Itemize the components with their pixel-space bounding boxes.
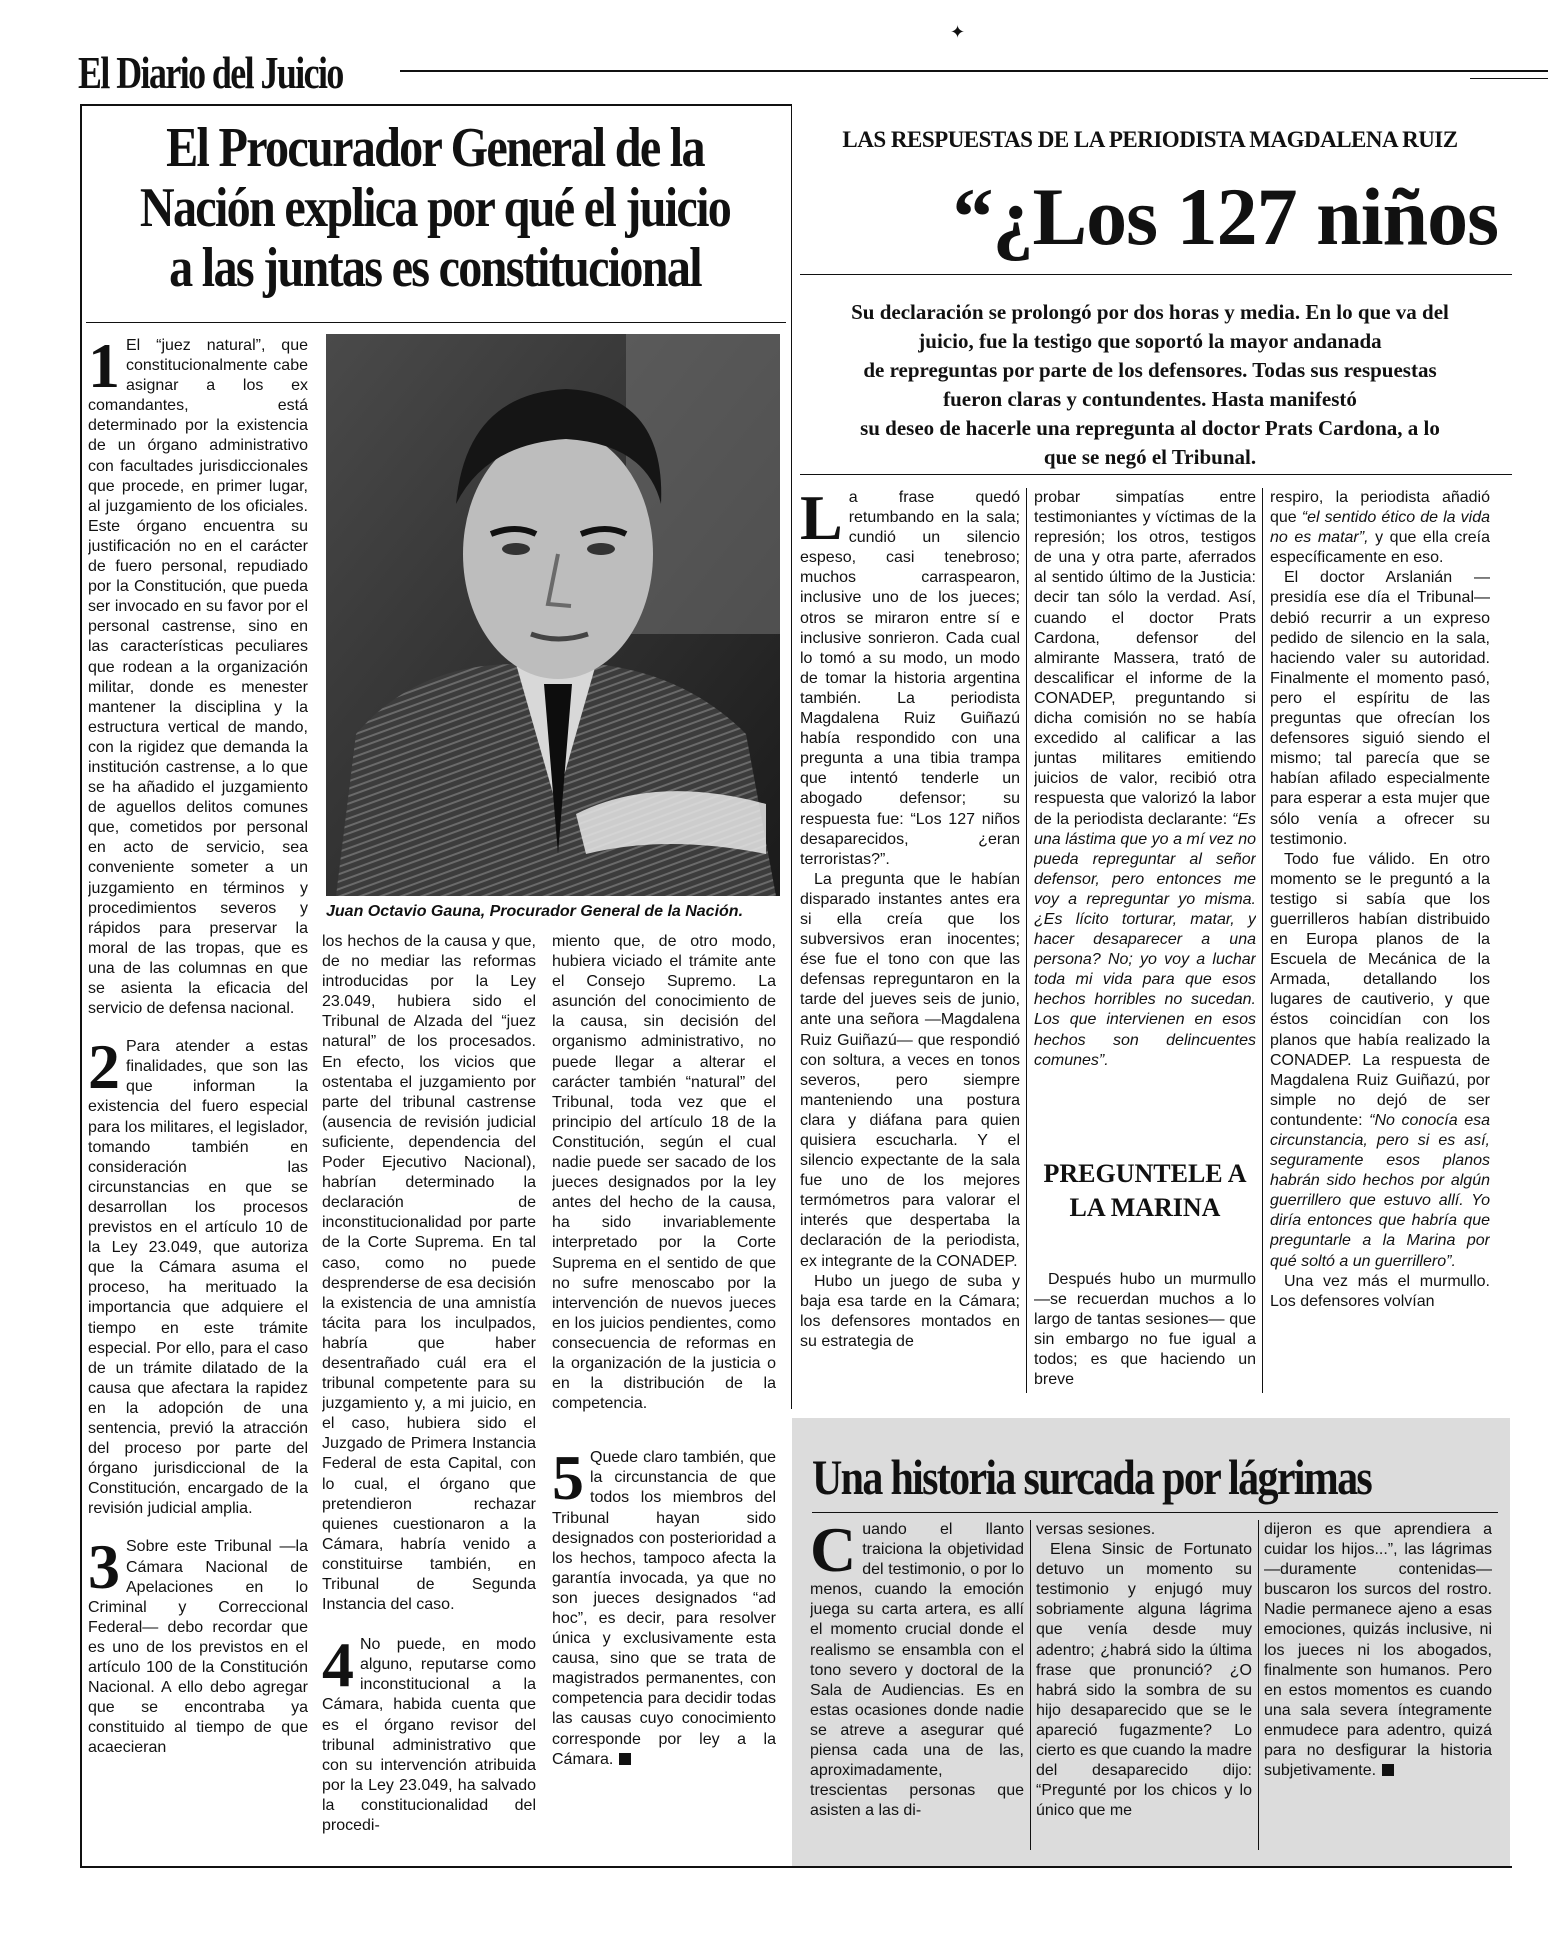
- right-kicker: LAS RESPUESTAS DE LA PERIODISTA MAGDALENA RUIZ: [842, 127, 1458, 152]
- dropcap-2: 2: [88, 1031, 120, 1103]
- right-col-divider-2: [1262, 488, 1263, 1393]
- right-col-2: probar simpatías entre testimoniantes y víctimas de la represión; los otros, testigos de una y otra parte, aferrados al sentido último de la Justicia: decir tan sólo la verdad. Así, cuando el doctor Prats Cardona, defensor del almirante Massera, trató de descalificar el informe de la CONADEP, preguntando si dicha comisión no se había excedido al calificar a las juntas militares emitiendo juicios de valor, recibió otra respuesta que valorizó la labor de la periodista declarante: “Es una lástima que yo a mí vez no pueda repreguntar al señor defensor, pero entonces me voy a repreguntar yo misma. ¿Es lícito torturar, matar, y hacer desaparecer a una persona? No; yo voy a luchar toda mi vida para que esos hechos horribles no sucedan. Los que intervienen en esos hechos son delincuentes comunes”.: [1034, 489, 1256, 1069]
- box-col-1: Cuando el llanto traiciona la objetividad del testimonio, o por lo menos, cuando la emoción juega su carta artera, es allí el momento crucial donde el realismo se ensambla con el tono severo y doctoral de la Sala de Audiencias. Es en estas ocasiones donde nadie se atreve a asegurar qué piensa cada una de las, aproximadamente, trescientas personas que asisten a las di-: [810, 1520, 1024, 1820]
- dropcap-L: L: [800, 488, 843, 553]
- box-title-rule: [812, 1512, 1498, 1513]
- dropcap-4: 4: [322, 1629, 354, 1701]
- left-col-2: los hechos de la causa y que, de no mediar las reformas introducidas por la Ley 23.049, hubiera sido el Tribunal de Alzada del “juez natural” de los procesados. En efecto, los vicios que ostentaba el juzgamiento por parte del tribunal castrense (ausencia de revisión judicial suficiente, dependencia del Poder Ejecutivo Nacional), habrían determinado la declaración de inconstitucionalidad por parte de la Corte Suprema. En tal caso, como no puede desprenderse de esa decisión la existencia de una amnistía tácita para los inculpados, habría que haber desentrañado cuál era el tribunal competente para su juzgamiento y, a mi juicio, en el caso, hubiera sido el Juzgado de Primera Instancia Federal de esta Capital, con lo cual, el órgano que pretendieron rechazar quienes cuestionaron a la Cámara, habría venido a constituirse también, en Tribunal de Segunda Instancia del caso. 4 No puede, en modo alguno, reputarse como inconstitucional a la Cámara, habida cuenta que es el órgano revisor del tribunal administrativo que con su intervención atribuida por la Ley 23.049, ha salvado la constitucionalidad del procedi-: [322, 933, 536, 1835]
- portrait-photo: [326, 334, 780, 896]
- box-col-3: dijeron es que aprendiera a cuidar los hijos...”, las lágrimas —duramente contenidas— buscaron los surcos del rostro. Nadie permanece ajeno a esas emociones, quizás inclusive, ni los jueces ni los abogados, finalmente son humanos. Pero en estos momentos es cuando una sala severa íntegramente enmudece para adentro, quizá para no desfigurar la historia subjetivamente.: [1264, 1521, 1492, 1780]
- right-deck: Su declaración se prolongó por dos horas y media. En lo que va del juicio, fue la testigo que soportó la mayor andanada de repreguntas por parte de los defensores. Todas sus respuestas fueron claras y contundentes. Hasta manifestó su deseo de hacerle una repregunta al doctor Prats Cardona, a lo que se negó el Tribunal.: [851, 300, 1449, 469]
- right-col-divider-1: [1026, 488, 1027, 1393]
- dropcap-3: 3: [88, 1531, 120, 1603]
- dropcap-1: 1: [88, 336, 120, 401]
- masthead-rule: [400, 70, 1548, 72]
- box-end-mark: [1382, 1764, 1394, 1776]
- box-divider-1: [1030, 1520, 1031, 1850]
- box-col-2: versas sesiones. Elena Sinsic de Fortunato detuvo un momento su testimonio y enjugó muy sobriamente alguna lágrima que venía desde muy adentro; ¿habrá sido la última frase que pronunció? ¿O habrá sido la sombra de su hijo desaparecido que se le apareció fugazmente? Lo cierto es que cuando la madre del desaparecido dijo: “Pregunté por los chicos y lo único que me: [1036, 1521, 1252, 1820]
- box-article-title: Una historia surcada por lágrimas: [812, 1449, 1372, 1505]
- portrait-photo-icon: [326, 334, 780, 896]
- photo-caption: Juan Octavio Gauna, Procurador General de la Nación.: [326, 903, 744, 920]
- right-headline: “¿Los 127 niños: [952, 171, 1498, 262]
- frame-bottom: [80, 1866, 1512, 1868]
- column-divider: [791, 104, 792, 1409]
- right-col-1: La frase quedó retumbando en la sala; cundió un silencio espeso, casi tenebroso; muchos carraspearon, inclusive uno de los jueces; otros se miraron entre sí e inclusive sonrieron. Cada cual lo tomó a su modo, un modo de tomar la historia argentina también. La periodista Magdalena Ruiz Guiñazú había respondido con una pregunta a una tibia trampa que intentó tenderle un abogado defensor; su respuesta fue: “Los 127 niños desaparecidos, ¿eran terroristas?”. La pregunta que le habían disparado instantes antes era si ella creía que los subversivos eran inocentes; ése fue el tono con que las defensas repreguntaron en la tarde del jueves seis de junio, ante una señora —Magdalena Ruiz Guiñazú— que respondió con soltura, a veces en tonos severos, pero siempre manteniendo una postura clara y diáfana para quien quisiera escucharla. Y el silencio expectante de la sala fue uno de los mejores termómetros para valorar el interés que despertaba la declaración de la periodista, ex integrante de la CONADEP. Hubo un juego de suba y baja esa tarde en la Cámara; los defensores montados en su estrategia de: [800, 488, 1020, 1350]
- headline-rule-left: [86, 322, 786, 323]
- left-headline: El Procurador General de la Nación explica por qué el juicio a las juntas es constitucional: [139, 117, 731, 299]
- frame-top: [80, 104, 792, 106]
- headline-rule-right: [800, 274, 1512, 275]
- right-col-2b: Después hubo un murmullo —se recuerdan muchos a lo largo de tantas sesiones— que sin embargo no fue igual a todos; es que haciendo un breve: [1034, 1271, 1256, 1389]
- end-mark: [619, 1753, 631, 1765]
- box-divider-2: [1258, 1520, 1259, 1850]
- right-col-3: respiro, la periodista añadió que “el sentido ético de la vida no es matar”, y que ella creía específicamente en eso. El doctor Arslanián —presidía ese día el Tribunal— debió recurrir a un expreso pedido de silencio en la sala, haciendo valer su autoridad. Finalmente el momento pasó, pero el espíritu de las preguntas que ofrecían los defensores siguió siendo el mismo; tal parecía que se habían afilado especialmente para esperar a esta mujer que sólo venía a ofrecer su testimonio. Todo fue válido. En otro momento se le preguntó a la testigo si sabía que los guerrilleros habían distribuido en Europa planos de la Escuela de Mecánica de la Armada, detallando los lugares de cautiverio, y que éstos coincidían con los planos que había realizado la CONADEP. La respuesta de Magdalena Ruiz Guiñazú, por simple no dejó de ser contundente: “No conocía esa circunstancia, pero si es así, seguramente esos planos habrán sido hechos por algún guerrillero que estuvo allí. Yo diría entonces que habría que preguntarle a la Marina por qué soltó a un guerrillero”. Una vez más el murmullo. Los defensores volvían: [1270, 489, 1490, 1310]
- left-col-3: miento que, de otro modo, hubiera viciado el trámite ante el Consejo Supremo. La asunción del conocimiento de la causa, sin decisión del organismo administrativo, no puede llegar a alterar el carácter también “natural” del Tribunal, toda vez que el principio del artículo 18 de la Constitución, según el cual nadie puede ser sacado de los jueces designados por la ley antes del hecho de la causa, ha sido invariablemente interpretado por la Corte Suprema en el sentido de que no sufre menoscabo por la intervención de nuevos jueces en los juicios pendientes, como consecuencia de reformas en la organización de la justicia o en la distribución de la competencia. 5 Quede claro también, que la circunstancia de que todos los miembros del Tribunal hayan sido designados con posterioridad a los hechos, tampoco afecta la garantía invocada, ya que no son jueces designados “ad hoc”, es decir, para resolver única y exclusivamente esta causa, sino que se trata de magistrados permanentes, con competencia para decidir todas las causas cuyo conocimiento corresponde por ley a la Cámara.: [552, 933, 776, 1768]
- dropcap-5: 5: [552, 1442, 584, 1514]
- top-ornament: ✦: [950, 22, 966, 42]
- dropcap-C: C: [810, 1520, 857, 1585]
- frame-left: [80, 104, 82, 1866]
- subhead-marina: PREGUNTELE A LA MARINA: [1043, 1159, 1247, 1222]
- masthead-title: El Diario del Juicio: [78, 47, 343, 98]
- deck-rule: [800, 474, 1512, 475]
- left-col-1: 1 El “juez natural”, que constitucionalmente cabe asignar a los ex comandantes, está determinado por la existencia de un órgano administrativo con facultades jurisdiccionales que procede, en primer lugar, al juzgamiento de los oficiales. Este órgano encuentra su justificación no en el carácter de fuero personal, repudiado por la Constitución, que pueda ser invocado en su favor por el personal castrense, sino en las características peculiares que rodean a la organización militar, donde es menester mantener la disciplina y la estructura vertical de mando, con la rigidez que demanda la institución castrense, a lo que se ha añadido el juzgamiento de aguellos delitos comunes que, cometidos por personal en acto de servicio, sea conveniente someter a un juzgamiento en términos y procedimientos severos y rápidos para preservar la moral de las tropas, que es una de las columnas en que se asienta la eficacia del servicio de defensa nacional. 2 Para atender a estas finalidades, que son las que informan la existencia del fuero especial para los militares, el legislador, tomando también en consideración las circunstancias en que se desarrollan los procesos previstos en el artículo 10 de la Ley 23.049, que autoriza que la Cámara asuma el proceso, ha merituado la importancia que adquiere el tiempo en este trámite especial. Por ello, para el caso de un trámite dilatado de la causa que afectara la rapidez en la adopción de una sentencia, previó la atracción del proceso por parte del órgano jurisdiccional de la Constitución, encargado de la revisión judicial amplia. 3 Sobre este Tribunal —la Cámara Nacional de Apelaciones en lo Criminal y Correccional Federal— debo recordar que es uno de los previstos en el artículo 100 de la Constitución Nacional. A ello debo agregar que se encontraba ya constituido al tiempo de que acaecieran: [88, 336, 308, 1757]
- masthead-rule-short: [1470, 78, 1548, 79]
